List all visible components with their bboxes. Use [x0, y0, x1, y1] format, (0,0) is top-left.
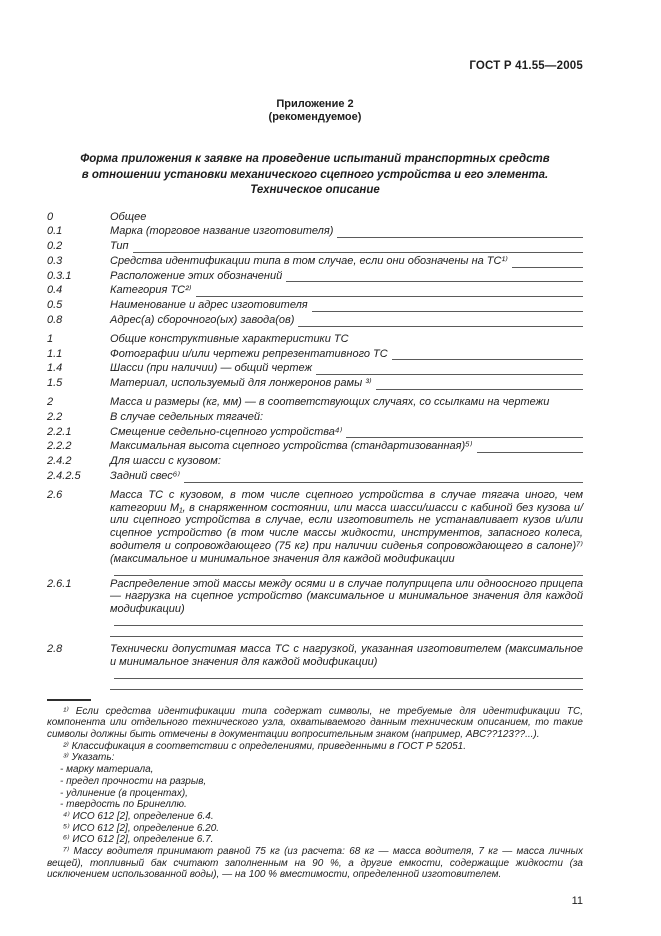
item-number: 0.2 [47, 240, 63, 253]
item-number: 2.4.2.5 [47, 470, 81, 483]
item-number: 0.3.1 [47, 269, 72, 282]
blank-field-line [110, 626, 583, 637]
form-item-2.2.1 [47, 426, 583, 439]
item-text: Задний свес⁶⁾ [110, 470, 181, 483]
item-text: Фотографии и/или чертежи репрезентативного ТС [110, 347, 388, 360]
item-text: Марка (торговое название изготовителя) [110, 225, 334, 238]
form-title-line-2: в отношении установки механического сцепного устройства и его элемента. [81, 168, 549, 181]
item-number: 0.3 [47, 254, 63, 267]
item-body [110, 240, 583, 253]
item-number: 0.1 [47, 225, 63, 238]
item-number: 2.2.2 [47, 440, 72, 453]
blank-field-line [316, 365, 583, 375]
blank-field-line [376, 380, 583, 390]
blank-field-line [477, 443, 583, 453]
form-item-2.6.1 [47, 578, 583, 637]
item-body [110, 333, 583, 346]
item-text: Масса и размеры (кг, мм) — в соответствующих случаях, со ссылками на чертежи [110, 396, 550, 409]
footnote-list-item: - предел прочности на разрыв, [60, 775, 207, 787]
item-number: 2.4.2 [47, 455, 72, 468]
footnote: ⁶⁾ ИСО 612 [2], определение 6.7. [63, 834, 214, 846]
blank-field-line [392, 350, 583, 360]
item-body [110, 299, 583, 312]
blank-field-line [114, 566, 583, 576]
item-number: 1.4 [47, 362, 63, 375]
item-text: Масса ТС с кузовом, в том числе сцепного устройства в случае тягача иного, чем категории М₁, в снаряженном состоянии, или масса шасси/шасси с кабиной без кузова и/или сцепного устройства в случае, если изготовитель не устанавливает кузов и/или сцепное устройство (в том числе массы жидкости, инструментов, запасного колеса, водителя и сопровождающего (75 кг) при наличии сиденья сопровождающего в салоне)⁷⁾ (максимальное и минимальное значения для каждой модификации [110, 488, 583, 565]
footnote: ³⁾ Указать: [63, 752, 115, 764]
blank-field-line [337, 228, 583, 238]
item-body [110, 426, 583, 439]
item-body [110, 314, 583, 327]
form-item-2.6 [47, 489, 583, 576]
item-text: Средства идентификации типа в том случае, если они обозначены на ТС¹⁾ [110, 254, 508, 267]
item-text: Смещение седельно-сцепного устройства⁴⁾ [110, 425, 343, 438]
form-title-line-3: Техническое описание [250, 184, 380, 196]
item-number: 2.2 [47, 410, 63, 423]
item-text: Наименование и адрес изготовителя [110, 299, 308, 312]
item-body [110, 470, 583, 483]
footnote-list-item: - твердость по Бринеллю. [60, 799, 187, 811]
item-body [110, 270, 583, 283]
blank-field-line [110, 679, 583, 690]
item-text: Для шасси с кузовом: [110, 455, 221, 468]
form-item-0.8 [47, 314, 583, 327]
footnote: ⁵⁾ ИСО 612 [2], определение 6.20. [63, 822, 220, 834]
item-body [110, 411, 583, 424]
item-number: 2.8 [47, 643, 63, 656]
blank-field-line [114, 669, 583, 679]
footnote-list-item: - удлинение (в процентах), [60, 787, 188, 799]
footnote: ⁷⁾ Массу водителя принимают равной 75 кг (из расчета: 68 кг — масса водителя, 7 кг — масса личных вещей), топливный бак считают заполненным на 90 %, а другие емкости, содержащие жидкости (за исключением использованной воды), — на 100 % вместимости, определенной изготовителем. [47, 846, 583, 881]
item-body [110, 377, 583, 390]
item-body [110, 284, 583, 297]
blank-field-line [298, 317, 583, 327]
item-number: 0.5 [47, 299, 63, 312]
blank-field-line [512, 258, 583, 268]
footnote: ¹⁾ Если средства идентификации типа содержат символы, не требуемые для идентификации ТС, компонента или отдельного технического узла, охватываемого данным техническим описанием, то такие символы должны быть отмечены в документации вопросительным знаком (например, АВС??123??...). [47, 705, 583, 741]
form-item-0.1 [47, 225, 583, 238]
item-body [110, 362, 583, 375]
form-item-2.2.2 [47, 440, 583, 453]
footnotes [47, 706, 583, 882]
footnote: ²⁾ Классификация в соответствии с определениями, приведенными в ГОСТ Р 52051. [63, 740, 466, 752]
form-item-0.3 [47, 255, 583, 268]
annex-heading [47, 98, 583, 124]
form-item-0.3.1 [47, 270, 583, 283]
blank-field-line [196, 287, 584, 297]
item-body [110, 211, 583, 224]
item-body [110, 348, 583, 361]
item-body [110, 225, 583, 238]
item-number: 1 [47, 332, 54, 345]
item-text: Категория ТС²⁾ [110, 284, 192, 297]
form-item-0 [47, 211, 583, 224]
item-number: 2.2.1 [47, 425, 72, 438]
blank-field-line [184, 473, 583, 483]
item-text: Распределение этой массы между осями и в случае полуприцепа или одноосного прицепа — нагрузка на сцепное устройство (максимальное и минимальное значения для каждой модификации) [110, 577, 583, 616]
item-text: Шасси (при наличии) — общий чертеж [110, 362, 313, 375]
doc-code: ГОСТ Р 41.55—2005 [469, 60, 583, 72]
item-body [110, 440, 583, 453]
footnote-separator [47, 699, 91, 701]
item-text: Расположение этих обозначений [110, 269, 283, 282]
footnote: ⁴⁾ ИСО 612 [2], определение 6.4. [63, 810, 214, 822]
item-text: Максимальная высота сцепного устройства (стандартизованная)⁵⁾ [110, 440, 473, 453]
form-item-0.5 [47, 299, 583, 312]
form-item-1.4 [47, 362, 583, 375]
form-item-2.8 [47, 643, 583, 690]
page-number: 11 [571, 895, 583, 908]
item-text: В случае седельных тягачей: [110, 410, 264, 423]
item-text: Материал, используемый для лонжеронов рамы ³⁾ [110, 377, 372, 390]
item-number: 1.5 [47, 377, 63, 390]
form-item-2.2 [47, 411, 583, 424]
blank-field-line [312, 302, 583, 312]
item-text: Адрес(а) сборочного(ых) завода(ов) [110, 314, 295, 327]
blank-field-line [114, 616, 583, 626]
blank-field-line [133, 243, 583, 253]
item-number: 0.8 [47, 314, 63, 327]
item-number: 2.6 [47, 488, 63, 501]
item-body [110, 578, 583, 637]
form-item-0.2 [47, 240, 583, 253]
form-item-0.4 [47, 284, 583, 297]
form-item-2 [47, 396, 583, 409]
form-title [47, 152, 583, 199]
form-title-line-1: Форма приложения к заявке на проведение испытаний транспортных средств [80, 153, 550, 165]
annex-note: (рекомендуемое) [268, 111, 362, 123]
annex-label: Приложение 2 [276, 98, 354, 110]
item-body [110, 455, 583, 468]
item-text: Технически допустимая масса ТС с нагрузкой, указанная изготовителем (максимальное и минимальное значения для каждой модификации) [110, 643, 583, 668]
item-body [110, 643, 583, 690]
form-item-1.1 [47, 348, 583, 361]
form-item-2.4.2 [47, 455, 583, 468]
blank-field-line [286, 272, 583, 282]
item-number: 2 [47, 396, 54, 409]
form-items [47, 211, 583, 690]
blank-field-line [346, 428, 583, 438]
item-number: 0.4 [47, 284, 63, 297]
item-text: Общие конструктивные характеристики ТС [110, 332, 349, 345]
item-body [110, 396, 583, 409]
footnote-list-item: - марку материала, [60, 764, 154, 776]
item-number: 1.1 [47, 347, 63, 360]
item-number: 0 [47, 210, 54, 223]
item-body [110, 255, 583, 268]
item-body [110, 489, 583, 576]
form-item-1 [47, 333, 583, 346]
form-item-2.4.2.5 [47, 470, 583, 483]
form-item-1.5 [47, 377, 583, 390]
item-text: Общее [110, 210, 147, 223]
item-number: 2.6.1 [47, 577, 72, 590]
item-text: Тип [110, 240, 129, 253]
